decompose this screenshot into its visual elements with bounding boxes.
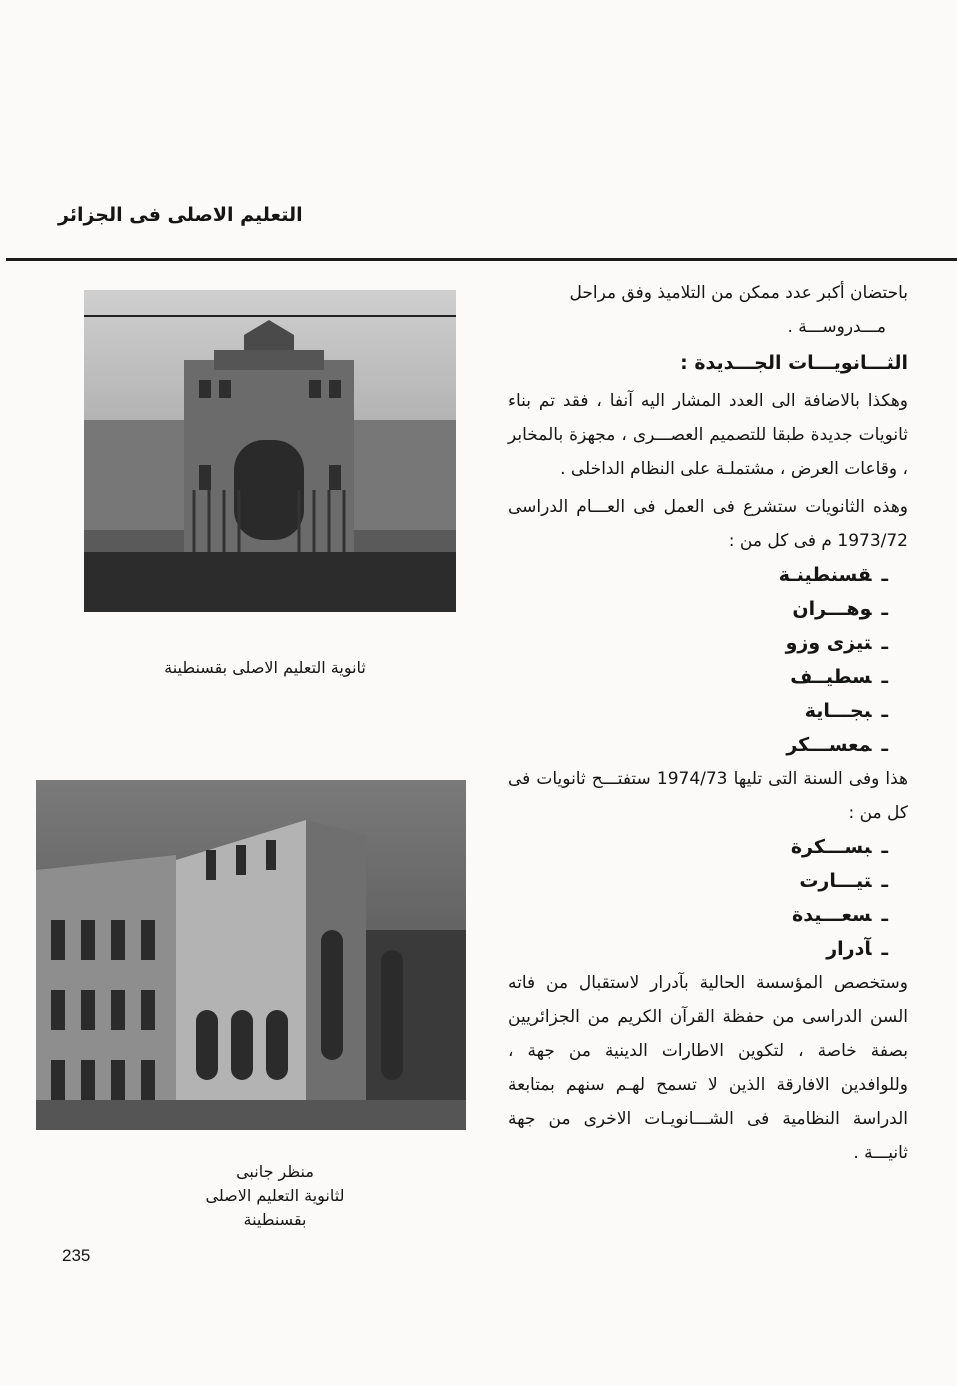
photo2-caption-line3: بقسنطينة [243, 1210, 307, 1229]
list-item: ـتيـــارت [799, 870, 888, 892]
section-heading: الثـــانويـــات الجـــديدة : [680, 352, 908, 374]
list-item: ـبجـــاية [804, 700, 888, 722]
paragraph-3: هذا وفى السنة التى تليها 1974/73 ستفتـــح ثانويات فى كل من : [508, 769, 908, 823]
list-item: ـقسنطينـة [778, 564, 888, 586]
photo1-caption: ثانوية التعليم الاصلى بقسنطينة [164, 658, 366, 677]
photo2-caption-line1: منظر جانبى [236, 1162, 314, 1181]
paragraph-4: وستخصص المؤسسة الحالية بآدرار لاستقبال من فاته السن الدراسى من حفظة القرآن الكريم من الجزائريين بصفة خاصة ، لتكوين الاطارات الدينية من جهة ، وللوافدين الافارقة الذين لا تسمح لهـم سنهم بمتابعة الدراسة النظامية فى الشـــانويـات الاخرى من جهة ثانيـــة . [508, 973, 908, 1163]
list-item: ـآدرار [826, 938, 888, 960]
list-item: ـسطيــف [790, 666, 888, 688]
intro-line1: باحتضان أكبر عدد ممكن من التلاميذ وفق مراحل [569, 283, 908, 303]
page-number: 235 [62, 1246, 91, 1265]
paragraph-2: وهذه الثانويات ستشرع فى العمل فى العـــام الدراسى 1973/72 م فى كل من : [508, 497, 908, 551]
list-item: ـوهـــران [792, 598, 888, 620]
paragraph-1: وهكذا بالاضافة الى العدد المشار اليه آنفا ، فقد تم بناء ثانويات جديدة طبقا للتصميم العصـــرى ، مجهزة بالمخابر ، وقاعات العرض ، مشتملـة على النظام الداخلى . [508, 391, 908, 479]
cities-list-1 [508, 558, 908, 762]
intro-line2: مـــدروســـة . [787, 317, 886, 337]
building-front-photo [84, 290, 456, 612]
list-item: ـمعســـكر [786, 734, 888, 756]
header-rule [6, 258, 957, 261]
list-item: ـبســـكرة [790, 836, 888, 858]
building-side-photo [36, 780, 466, 1130]
list-item: ـتيزى وزو [785, 632, 888, 654]
running-title: التعليم الاصلى فى الجزائر [58, 204, 303, 226]
photo2-caption-line2: لثانوية التعليم الاصلى [205, 1186, 345, 1205]
list-item: ـسعـــيدة [792, 904, 888, 926]
photo2-caption [160, 1160, 390, 1232]
text-column [508, 276, 908, 1170]
cities-list-2 [508, 830, 908, 966]
